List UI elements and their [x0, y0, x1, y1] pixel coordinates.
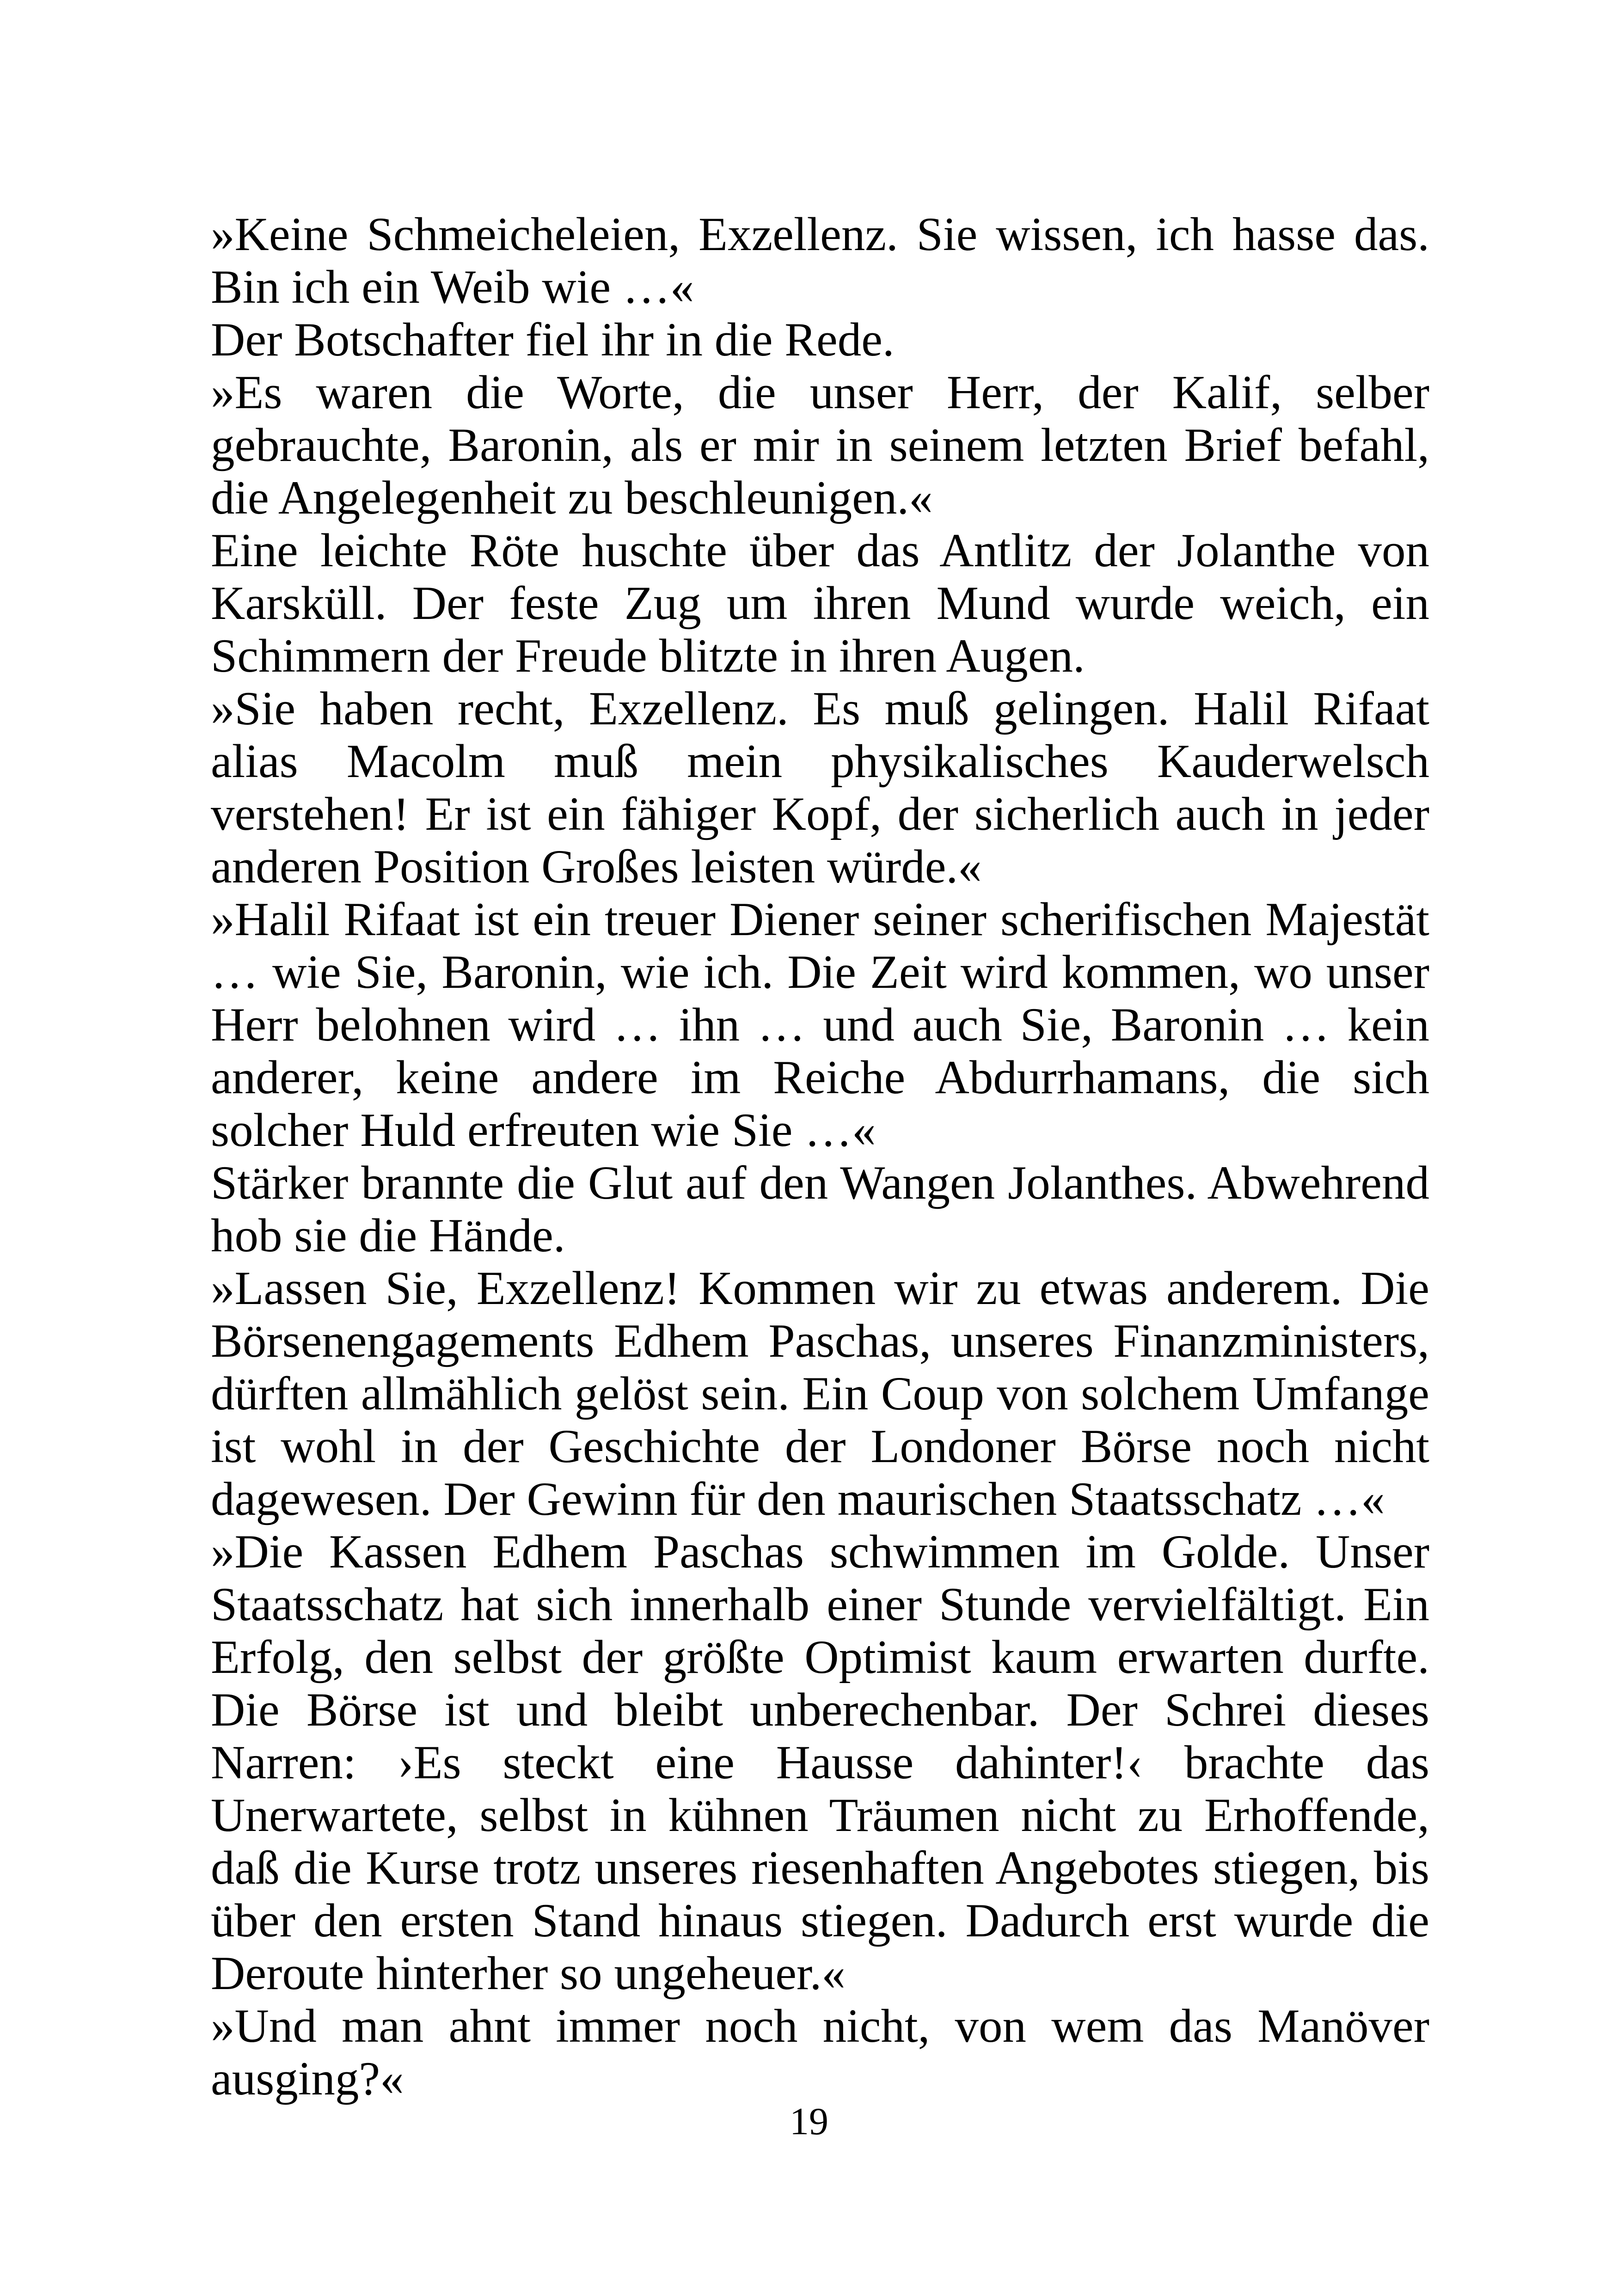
paragraph-1: »Keine Schmeicheleien, Exzellenz. Sie wissen, ich hasse das. Bin ich ein Weib wie …«: [211, 208, 1429, 313]
paragraph-4: Eine leichte Röte huschte über das Antlitz der Jolanthe von Karsküll. Der feste Zug um ihren Mund wurde weich, ein Schimmern der Freude blitzte in ihren Augen.: [211, 524, 1429, 682]
paragraph-8: »Lassen Sie, Exzellenz! Kommen wir zu etwas anderem. Die Börsenengagements Edhem Paschas, unseres Finanzministers, dürften allmählich gelöst sein. Ein Coup von solchem Umfange ist wohl in der Geschichte der Londoner Börse noch nicht dagewesen. Der Gewinn für den maurischen Staatsschatz …«: [211, 1262, 1429, 1525]
paragraph-2: Der Botschafter fiel ihr in die Rede.: [211, 313, 895, 366]
paragraph-3: »Es waren die Worte, die unser Herr, der Kalif, selber gebrauchte, Baronin, als er mir in seinem letzten Brief befahl, die Angelegenheit zu beschleunigen.«: [211, 366, 1429, 524]
body-text: [211, 208, 1429, 2105]
page-number: 19: [790, 2100, 828, 2143]
paragraph-5: »Sie haben recht, Exzellenz. Es muß gelingen. Halil Rifaat alias Macolm muß mein physikalisches Kauderwelsch verstehen! Er ist ein fähiger Kopf, der sicherlich auch in jeder anderen Position Großes leisten würde.«: [211, 682, 1429, 893]
paragraph-9: »Die Kassen Edhem Paschas schwimmen im Golde. Unser Staatsschatz hat sich innerhalb einer Stunde vervielfältigt. Ein Erfolg, den selbst der größte Optimist kaum erwarten durfte. Die Börse ist und bleibt unberechenbar. Der Schrei dieses Narren: ›Es steckt eine Hausse dahinter!‹ brachte das Unerwartete, selbst in kühnen Träumen nicht zu Erhoffende, daß die Kurse trotz unseres riesenhaften Angebotes stiegen, bis über den ersten Stand hinaus stiegen. Dadurch erst wurde die Deroute hinterher so ungeheuer.«: [211, 1525, 1429, 2000]
paragraph-6: »Halil Rifaat ist ein treuer Diener seiner scherifischen Majestät … wie Sie, Baronin, wie ich. Die Zeit wird kommen, wo unser Herr belohnen wird … ihn … und auch Sie, Baronin … kein anderer, keine andere im Reiche Abdurrhamans, die sich solcher Huld erfreuten wie Sie …«: [211, 893, 1429, 1157]
paragraph-7: Stärker brannte die Glut auf den Wangen Jolanthes. Abwehrend hob sie die Hände.: [211, 1157, 1429, 1262]
paragraph-10: »Und man ahnt immer noch nicht, von wem das Manöver ausging?«: [211, 2000, 1429, 2105]
